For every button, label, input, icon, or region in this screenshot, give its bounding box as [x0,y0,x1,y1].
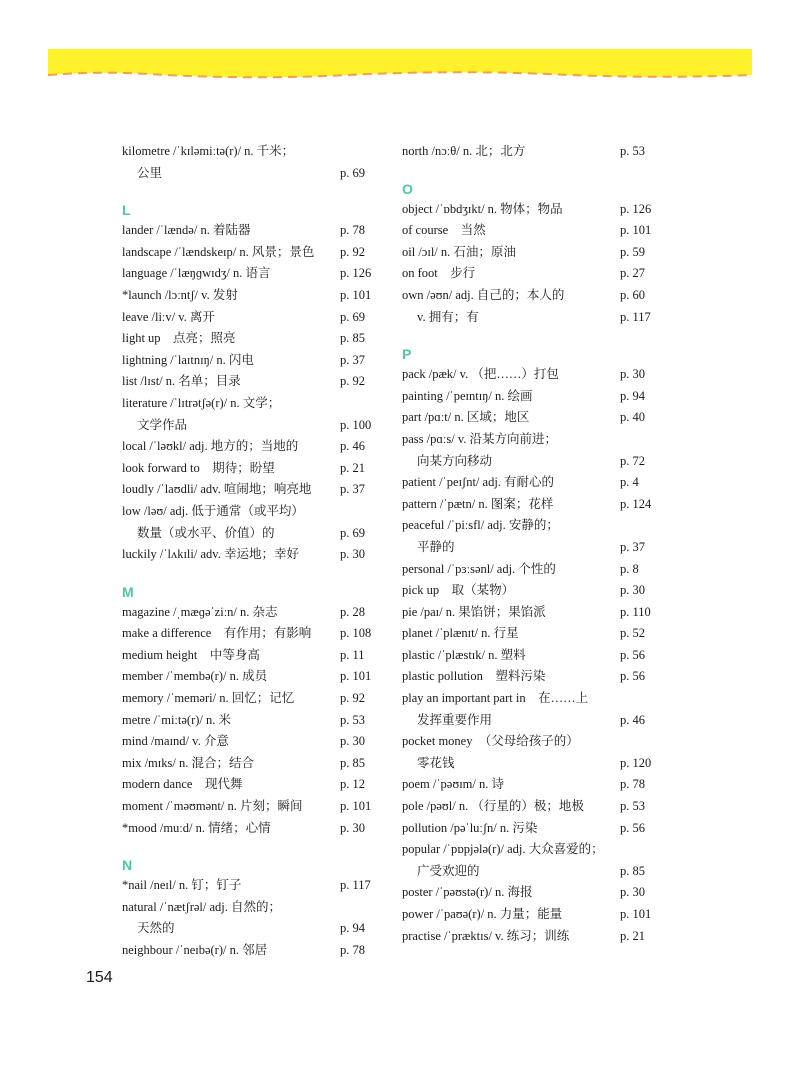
entry-page-ref [340,501,372,523]
glossary-entry [402,285,652,307]
glossary-entry [122,666,372,688]
glossary-entry [122,796,372,818]
entry-page-ref: p. 37 [340,482,365,497]
glossary-column-left [122,141,372,962]
glossary-entry [122,544,372,566]
glossary-entry [402,451,652,473]
entry-text: power /ˈpaʊə(r)/ n. 力量；能量 [402,907,563,921]
entry-page-ref: p. 59 [620,244,645,259]
entry-page-ref: p. 52 [620,626,645,641]
entry-text: 公里 [137,165,163,180]
entry-page-ref: p. 60 [620,287,645,302]
entry-text: on foot 步行 [402,266,476,281]
entry-page-ref: p. 94 [620,388,645,403]
entry-text: poem /ˈpəʊɪm/ n. 诗 [402,777,504,792]
entry-page-ref: p. 30 [340,547,365,562]
section-letter: N [122,857,133,874]
entry-page-ref: p. 21 [620,928,645,943]
entry-text: 天然的 [137,921,175,936]
entry-page-ref: p. 37 [340,352,365,367]
entry-page-ref: p. 28 [340,604,365,619]
glossary-entry [402,623,652,645]
glossary-entry [402,537,652,559]
entry-page-ref: p. 126 [620,201,652,216]
entry-text: local /ˈləʊkl/ adj. 地方的；当地的 [122,439,299,454]
entry-text: pocket money （父母给孩子的） [402,734,579,749]
glossary-entry [122,918,372,940]
entry-page-ref [620,515,652,537]
glossary-entry [122,623,372,645]
entry-page-ref: p. 30 [340,734,365,749]
entry-page-ref: p. 4 [620,475,639,490]
entry-page-ref: p. 94 [340,921,365,936]
glossary-entry [122,242,372,264]
entry-text: leave /liːv/ v. 离开 [122,309,215,324]
entry-text: medium height 中等身高 [122,647,260,662]
entry-text: literature /ˈlɪtrətʃə(r)/ n. 文学； [122,395,281,410]
entry-text: natural /ˈnætʃrəl/ adj. 自然的； [122,899,281,914]
glossary-entry [122,479,372,501]
entry-text: pack /pæk/ v. （把……）打包 [402,367,559,382]
entry-page-ref: p. 30 [620,367,645,382]
entry-page-ref: p. 46 [340,439,365,454]
entry-text: *nail /neɪl/ n. 钉；钉子 [122,878,242,893]
entry-text: pole /pəʊl/ n. （行星的）极；地极 [402,799,584,814]
entry-text: 平静的 [417,539,455,554]
glossary-entry [402,307,652,329]
section-letter: O [402,180,413,197]
entry-page-ref: p. 78 [620,777,645,792]
entry-page-ref: p. 92 [340,244,365,259]
glossary-entry [402,199,652,221]
entry-page-ref: p. 37 [620,539,645,554]
entry-page-ref: p. 78 [340,943,365,957]
glossary-entry [122,731,372,753]
entry-text: lightning /ˈlaɪtnɪŋ/ n. 闪电 [122,352,254,367]
entry-page-ref: p. 53 [620,799,645,814]
glossary-entry [122,307,372,329]
glossary-entry [402,882,652,904]
entry-page-ref: p. 53 [620,144,645,158]
entry-text: language /ˈlæŋɡwɪdʒ/ n. 语言 [122,266,271,281]
entry-text: member /ˈmembə(r)/ n. 成员 [122,669,268,684]
entry-text: mix /mɪks/ n. 混合；结合 [122,755,254,770]
entry-text: pie /paɪ/ n. 果馅饼；果馅派 [402,604,546,619]
glossary-entry [122,415,372,437]
entry-text: pollution /pəˈluːʃn/ n. 污染 [402,820,538,835]
glossary-entry [122,436,372,458]
entry-text: patient /ˈpeɪʃnt/ adj. 有耐心的 [402,475,555,490]
entry-text: part /pɑːt/ n. 区域；地区 [402,410,530,425]
glossary-entry [402,818,652,840]
entry-page-ref: p. 46 [620,712,645,727]
glossary-entry [122,141,372,163]
glossary-entry [402,753,652,775]
entry-page-ref: p. 56 [620,820,645,835]
glossary-entry [402,645,652,667]
glossary-entry [122,220,372,242]
entry-page-ref: p. 12 [340,777,365,792]
entry-text: plastic /ˈplæstɪk/ n. 塑料 [402,647,526,662]
entry-text: oil /ɔɪl/ n. 石油；原油 [402,244,516,259]
entry-page-ref [340,897,372,919]
glossary-entry [402,263,652,285]
entry-text: light up 点亮；照亮 [122,331,236,346]
banner-graphic [48,49,752,83]
entry-text: make a difference 有作用；有影响 [122,626,312,641]
entry-page-ref: p. 30 [620,885,645,900]
glossary-entry [402,904,652,926]
entry-text: list /lɪst/ n. 名单；目录 [122,374,241,389]
entry-page-ref: p. 110 [620,604,651,619]
glossary-entry [402,839,652,861]
glossary-entry [402,731,652,753]
glossary-entry [402,710,652,732]
glossary-entry [122,501,372,523]
entry-page-ref [620,688,652,710]
glossary-entry [122,710,372,732]
entry-page-ref: p. 120 [620,755,652,770]
glossary-entry [122,897,372,919]
entry-page-ref: p. 126 [340,266,372,281]
entry-page-ref: p. 11 [340,647,365,662]
top-banner [48,49,752,83]
entry-text: look forward to 期待；盼望 [122,460,275,475]
entry-text: 零花钱 [417,755,455,770]
entry-text: pass /pɑːs/ v. 沿某方向前进； [402,431,558,446]
glossary-entry [402,429,652,451]
entry-text: painting /ˈpeɪntɪŋ/ n. 绘画 [402,388,533,403]
entry-page-ref: p. 101 [620,907,652,921]
entry-text: play an important part in 在……上 [402,691,589,706]
glossary-entry [402,774,652,796]
entry-page-ref: p. 8 [620,561,639,576]
glossary-entry [402,666,652,688]
entry-text: 文学作品 [137,417,188,432]
glossary-entry [122,328,372,350]
entry-page-ref: p. 78 [340,223,365,238]
entry-page-ref: p. 85 [620,863,645,878]
entry-text: luckily /ˈlʌkɪli/ adv. 幸运地；幸好 [122,547,299,562]
glossary-entry [122,753,372,775]
entry-page-ref: p. 117 [340,878,371,893]
entry-page-ref: p. 69 [340,309,365,324]
entry-text: planet /ˈplænɪt/ n. 行星 [402,626,519,641]
entry-page-ref: p. 101 [340,669,372,684]
glossary-entry [122,940,372,962]
entry-page-ref: p. 53 [340,712,365,727]
entry-page-ref: p. 117 [620,309,651,324]
entry-text: *launch /lɔːntʃ/ v. 发射 [122,287,238,302]
entry-text: own /əʊn/ adj. 自己的；本人的 [402,287,565,302]
glossary-entry [122,371,372,393]
entry-page-ref: p. 101 [340,799,372,814]
entry-text: mind /maɪnd/ v. 介意 [122,734,229,749]
entry-text: personal /ˈpɜːsənl/ adj. 个性的 [402,561,556,576]
entry-page-ref: p. 92 [340,691,365,706]
entry-text: of course 当然 [402,223,486,238]
entry-page-ref: p. 21 [340,460,365,475]
entry-page-ref: p. 85 [340,331,365,346]
entry-text: landscape /ˈlændskeɪp/ n. 风景；景色 [122,244,315,259]
entry-page-ref: p. 30 [620,583,645,598]
entry-text: magazine /ˌmæɡəˈziːn/ n. 杂志 [122,604,278,619]
entry-page-ref: p. 27 [620,266,645,281]
glossary-entry [402,861,652,883]
glossary-entry [402,386,652,408]
glossary-entry [402,515,652,537]
glossary-entry [402,688,652,710]
entry-text: plastic pollution 塑料污染 [402,669,546,684]
entry-page-ref: p. 69 [340,525,365,540]
section-letter: M [122,583,134,600]
entry-text: neighbour /ˈneɪbə(r)/ n. 邻居 [122,943,268,957]
entry-page-ref [340,141,372,163]
glossary-entry [402,580,652,602]
glossary-entry [122,350,372,372]
glossary-entry [122,163,372,185]
glossary-entry [402,407,652,429]
entry-text: 数量（或水平、价值）的 [137,525,275,540]
entry-page-ref: p. 85 [340,755,365,770]
glossary-entry [122,602,372,624]
entry-text: kilometre /ˈkɪləmiːtə(r)/ n. 千米； [122,144,295,158]
glossary-column-right [402,141,652,947]
glossary-entry [122,818,372,840]
entry-text: object /ˈɒbdʒɪkt/ n. 物体；物品 [402,201,563,216]
glossary-entry [402,494,652,516]
entry-page-ref: p. 30 [340,820,365,835]
glossary-entry [122,523,372,545]
entry-text: *mood /muːd/ n. 情绪；心情 [122,820,271,835]
glossary-entry [402,796,652,818]
entry-page-ref: p. 69 [340,165,365,180]
section-letter: P [402,346,412,363]
entry-page-ref: p. 101 [340,287,372,302]
glossary-entry [402,242,652,264]
glossary-entry [402,364,652,386]
glossary-entry [122,458,372,480]
glossary-entry [402,220,652,242]
entry-text: moment /ˈməʊmənt/ n. 片刻；瞬间 [122,799,303,814]
entry-page-ref: p. 100 [340,417,372,432]
entry-text: north /nɔːθ/ n. 北；北方 [402,144,526,158]
glossary-entry [122,393,372,415]
entry-text: v. 拥有；有 [417,309,479,324]
glossary-entry [402,602,652,624]
entry-text: poster /ˈpəʊstə(r)/ n. 海报 [402,885,533,900]
glossary-entry [122,285,372,307]
glossary-entry [402,559,652,581]
glossary-entry [122,263,372,285]
entry-text: popular /ˈpɒpjələ(r)/ adj. 大众喜爱的； [402,842,604,857]
entry-page-ref: p. 56 [620,669,645,684]
entry-text: 发挥重要作用 [417,712,493,727]
entry-page-ref: p. 56 [620,647,645,662]
glossary-entry [402,926,652,948]
page-number: 154 [86,969,113,986]
glossary-entry [122,688,372,710]
entry-text: metre /ˈmiːtə(r)/ n. 米 [122,712,231,727]
entry-text: lander /ˈlændə/ n. 着陆器 [122,223,251,238]
glossary-entry [122,774,372,796]
entry-page-ref: p. 108 [340,626,372,641]
entry-text: memory /ˈmeməri/ n. 回忆；记忆 [122,691,295,706]
glossary-entry [122,645,372,667]
entry-text: practise /ˈpræktɪs/ v. 练习；训练 [402,928,570,943]
entry-text: 向某方向移动 [417,453,493,468]
entry-page-ref [620,731,652,753]
entry-page-ref [340,393,372,415]
entry-text: pick up 取（某物） [402,583,515,598]
entry-text: 广受欢迎的 [417,863,480,878]
glossary-entry [402,141,652,163]
entry-page-ref: p. 40 [620,410,645,425]
entry-page-ref [620,429,652,451]
entry-text: pattern /ˈpætn/ n. 图案；花样 [402,496,554,511]
entry-page-ref: p. 101 [620,223,652,238]
glossary-entry [402,472,652,494]
entry-page-ref: p. 124 [620,496,652,511]
entry-text: modern dance 现代舞 [122,777,243,792]
entry-text: low /ləʊ/ adj. 低于通常（或平均） [122,503,304,518]
entry-text: loudly /ˈlaʊdli/ adv. 喧闹地；响亮地 [122,482,312,497]
glossary-entry [122,875,372,897]
entry-page-ref: p. 92 [340,374,365,389]
section-letter: L [122,202,131,219]
entry-text: peaceful /ˈpiːsfl/ adj. 安静的； [402,518,559,533]
entry-page-ref: p. 72 [620,453,645,468]
entry-page-ref [620,839,652,861]
